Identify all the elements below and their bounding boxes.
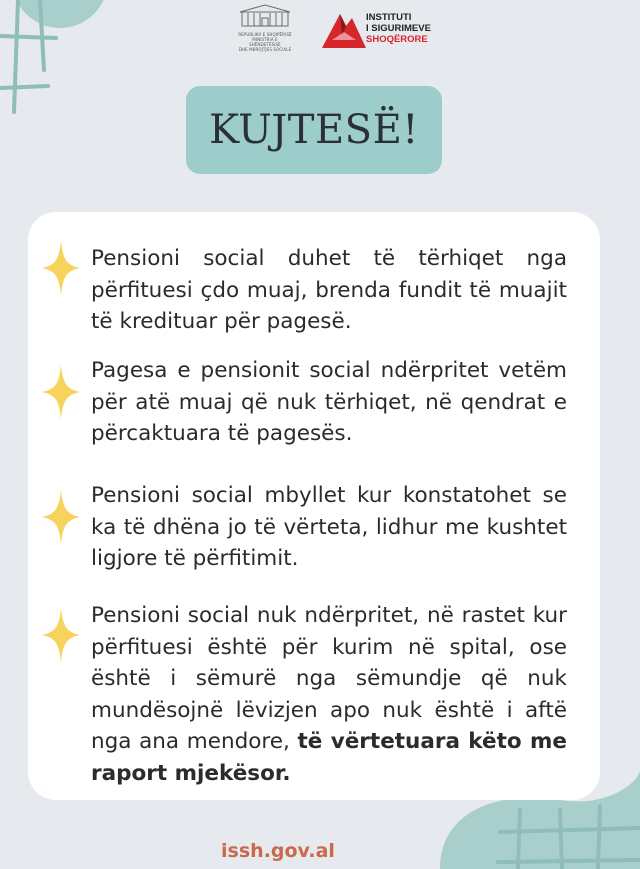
title-box — [186, 86, 442, 174]
building-icon — [236, 4, 294, 28]
issh-logo — [322, 8, 442, 52]
header — [0, 0, 640, 60]
issh-logo-line3: SHOQËRORE — [366, 34, 428, 45]
ministry-logo — [236, 4, 294, 52]
item-text: Pensioni social duhet të tërhiqet nga përfituesi çdo muaj, brenda fundit të muajit të kredituar për pagesë. — [91, 246, 567, 334]
mountain-icon — [322, 10, 366, 50]
ministry-logo-line: DHE MBROJTJES SOCIALE — [238, 47, 292, 52]
item-text — [91, 600, 567, 789]
issh-logo-line1: INSTITUTI — [366, 12, 412, 23]
sparkle-icon — [42, 608, 80, 662]
ministry-logo-line: REPUBLIKA E SHQIPËRISË — [238, 32, 292, 37]
ministry-logo-line: MINISTRIA E SHËNDETËSISË — [249, 37, 281, 47]
sparkle-icon — [42, 241, 80, 295]
item-text-regular: Pensioni social nuk ndërpritet, në rastet kur përfituesi është për kurim në spital, ose është i sëmurë nga sëmundje që nuk mundësojnë lëvizjen apo nuk është i aftë nga ana mendore, — [91, 603, 567, 754]
item-text: Pagesa e pensionit social ndërpritet vetëm për atë muaj që nuk tërhiqet, në qendrat e përcaktuara të pagesës. — [91, 358, 567, 446]
item-text: Pensioni social mbyllet kur konstatohet se ka të dhëna jo të vërteta, lidhur me kushtet ligjore të përfitimit. — [91, 483, 567, 571]
sparkle-icon — [42, 490, 80, 544]
website-link[interactable]: issh.gov.al — [221, 840, 335, 862]
reminder-card — [28, 212, 600, 800]
sparkle-icon — [42, 365, 80, 419]
issh-logo-line2: I SIGURIMEVE — [366, 23, 431, 34]
page-title: KUJTESË! — [209, 107, 419, 153]
item-text-bold: të vërtetuara këto me raport mjekësor. — [91, 729, 567, 786]
